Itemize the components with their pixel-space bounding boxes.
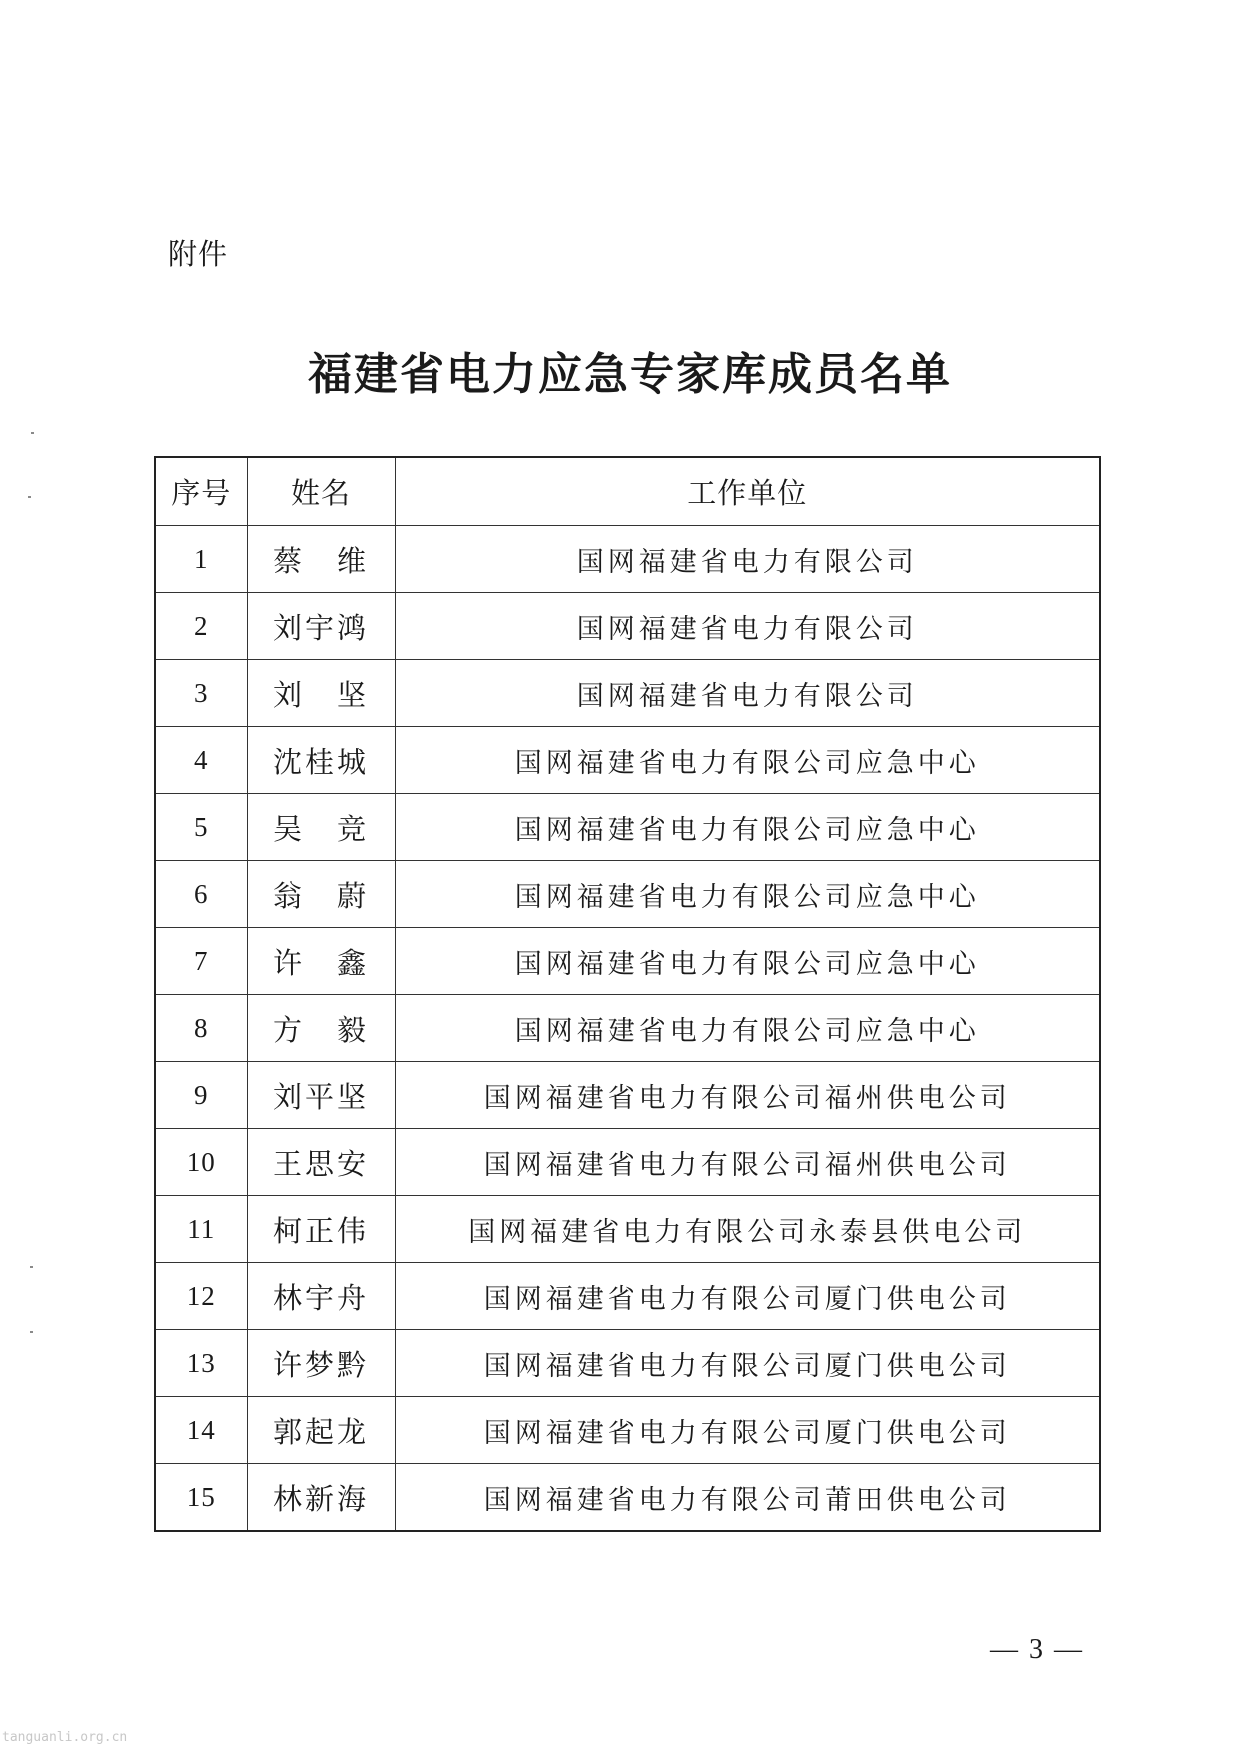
row-unit: 国网福建省电力有限公司福州供电公司 (395, 1129, 1100, 1196)
scan-speck (28, 496, 31, 498)
row-name: 刘 坚 (247, 660, 395, 727)
row-name: 郭起龙 (247, 1397, 395, 1464)
page-title: 福建省电力应急专家库成员名单 (308, 349, 952, 400)
row-name: 许梦黔 (247, 1330, 395, 1397)
row-unit: 国网福建省电力有限公司 (395, 526, 1100, 593)
row-name: 刘平坚 (247, 1062, 395, 1129)
row-index: 3 (155, 660, 247, 727)
row-unit: 国网福建省电力有限公司 (395, 593, 1100, 660)
row-index: 7 (155, 928, 247, 995)
row-unit: 国网福建省电力有限公司福州供电公司 (395, 1062, 1100, 1129)
row-unit: 国网福建省电力有限公司莆田供电公司 (395, 1464, 1100, 1532)
row-unit: 国网福建省电力有限公司应急中心 (395, 727, 1100, 794)
row-index: 4 (155, 727, 247, 794)
page-number: — 3 — (990, 1634, 1084, 1665)
row-name: 蔡 维 (247, 526, 395, 593)
table-body (155, 526, 1100, 1532)
row-index: 15 (155, 1464, 247, 1532)
row-unit: 国网福建省电力有限公司厦门供电公司 (395, 1263, 1100, 1330)
row-name: 王思安 (247, 1129, 395, 1196)
row-index: 13 (155, 1330, 247, 1397)
table-row (155, 928, 1100, 995)
table-row (155, 1397, 1100, 1464)
table-row (155, 593, 1100, 660)
table-row (155, 1129, 1100, 1196)
row-unit: 国网福建省电力有限公司应急中心 (395, 794, 1100, 861)
table-row (155, 1330, 1100, 1397)
table-row (155, 660, 1100, 727)
row-unit: 国网福建省电力有限公司应急中心 (395, 861, 1100, 928)
row-index: 6 (155, 861, 247, 928)
expert-roster-table (154, 456, 1101, 1532)
row-unit: 国网福建省电力有限公司永泰县供电公司 (395, 1196, 1100, 1263)
table-row (155, 995, 1100, 1062)
row-name: 翁 蔚 (247, 861, 395, 928)
row-unit: 国网福建省电力有限公司厦门供电公司 (395, 1330, 1100, 1397)
row-index: 14 (155, 1397, 247, 1464)
header-name: 姓名 (247, 457, 395, 526)
table-row (155, 1062, 1100, 1129)
row-name: 林宇舟 (247, 1263, 395, 1330)
row-name: 刘宇鸿 (247, 593, 395, 660)
table-row (155, 1464, 1100, 1532)
row-index: 10 (155, 1129, 247, 1196)
table-header-row (155, 457, 1100, 526)
header-index: 序号 (155, 457, 247, 526)
table-row (155, 861, 1100, 928)
row-name: 柯正伟 (247, 1196, 395, 1263)
row-unit: 国网福建省电力有限公司应急中心 (395, 995, 1100, 1062)
table-row (155, 727, 1100, 794)
row-name: 林新海 (247, 1464, 395, 1532)
row-index: 1 (155, 526, 247, 593)
row-unit: 国网福建省电力有限公司应急中心 (395, 928, 1100, 995)
row-index: 5 (155, 794, 247, 861)
attachment-label: 附件 (168, 237, 229, 271)
watermark: tanguanli.org.cn (2, 1730, 128, 1745)
row-index: 9 (155, 1062, 247, 1129)
table-row (155, 526, 1100, 593)
row-index: 8 (155, 995, 247, 1062)
row-name: 方 毅 (247, 995, 395, 1062)
table-row (155, 1196, 1100, 1263)
row-name: 沈桂城 (247, 727, 395, 794)
table-row (155, 1263, 1100, 1330)
scan-speck (30, 1266, 33, 1268)
header-unit: 工作单位 (395, 457, 1100, 526)
row-name: 吴 竞 (247, 794, 395, 861)
scan-speck (31, 432, 34, 434)
table-row (155, 794, 1100, 861)
scan-speck (30, 1331, 33, 1333)
row-name: 许 鑫 (247, 928, 395, 995)
row-index: 2 (155, 593, 247, 660)
row-unit: 国网福建省电力有限公司 (395, 660, 1100, 727)
row-unit: 国网福建省电力有限公司厦门供电公司 (395, 1397, 1100, 1464)
row-index: 11 (155, 1196, 247, 1263)
row-index: 12 (155, 1263, 247, 1330)
